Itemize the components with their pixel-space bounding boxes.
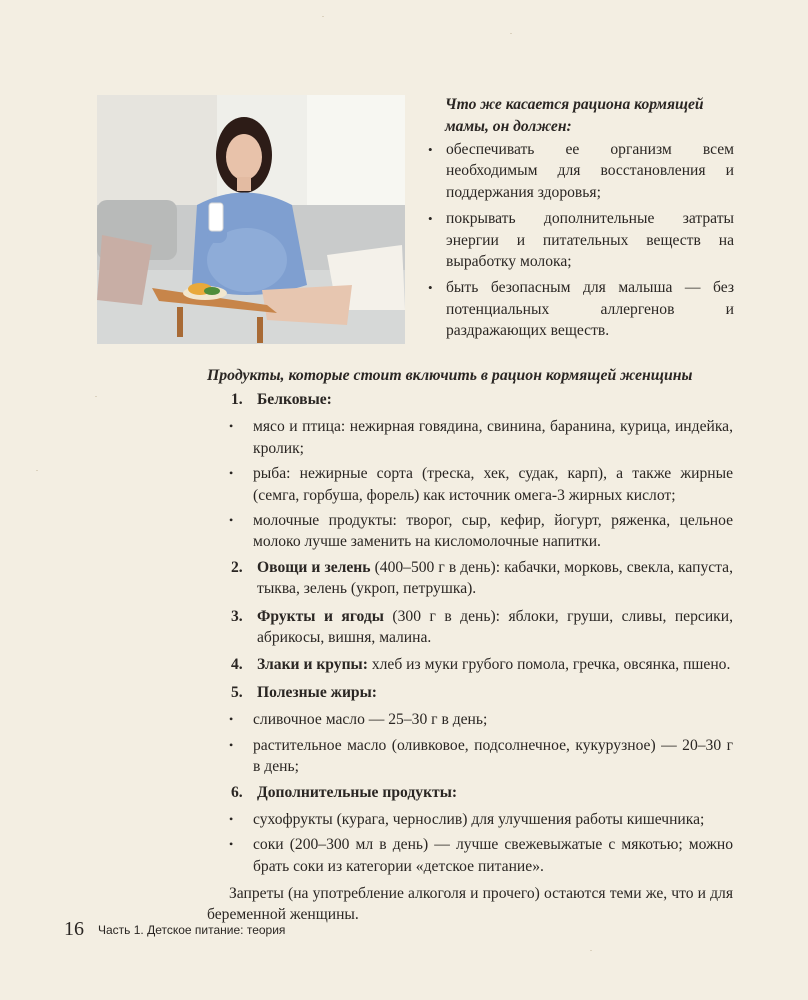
numbered-item — [229, 682, 733, 703]
bullet-icon: • — [229, 466, 234, 481]
bullet-icon: • — [229, 513, 234, 528]
paper-speck — [590, 950, 592, 951]
item-heading: Фрукты и ягоды — [257, 607, 384, 625]
section-title: Продукты, которые стоит включить в рацион кормящей женщины — [207, 367, 693, 384]
pregnant-woman-photo — [97, 95, 405, 344]
paper-speck — [36, 470, 38, 471]
list-item — [229, 463, 733, 506]
food-list — [229, 389, 733, 881]
item-number: 3. — [231, 607, 243, 625]
bullet-icon: • — [428, 280, 433, 296]
photo-illustration — [97, 95, 405, 344]
list-item — [229, 809, 733, 830]
paper-speck — [322, 16, 324, 17]
numbered-item — [229, 389, 733, 410]
running-footer-label: Часть 1. Детское питание: теория — [98, 923, 286, 937]
paper-speck — [510, 33, 512, 34]
intro-list — [426, 139, 734, 342]
list-item — [229, 735, 733, 778]
list-item — [229, 416, 733, 459]
sub-list — [229, 416, 733, 552]
item-number: 4. — [231, 656, 243, 674]
bullet-icon: • — [229, 811, 234, 826]
list-item-text: покрывать дополнительные затраты энергии и питательных веществ на выработку молока; — [446, 210, 734, 271]
list-item-text: молочные продукты: творог, сыр, кефир, йогурт, ряженка, цельное молоко лучше заменить на кисломолочные напитки. — [253, 512, 733, 551]
closing-paragraph: Запреты (на употребление алкоголя и прочего) остаются теми же, что и для беременной женщины. — [207, 884, 733, 923]
bullet-icon: • — [428, 142, 433, 157]
intro-block — [426, 94, 734, 347]
intro-heading: Что же касается рациона кормящей мамы, он должен: — [445, 96, 704, 135]
item-heading: Белковые: — [257, 391, 332, 408]
item-text: хлеб из муки грубого помола, гречка, овсянка, пшено. — [367, 656, 731, 674]
item-number: 2. — [231, 558, 243, 576]
list-item-text: соки (200–300 мл в день) — лучше свежевыжатые с мякотью; можно брать соки из категории «детское питание». — [253, 836, 733, 875]
list-item — [229, 709, 733, 730]
item-heading: Злаки и крупы: — [257, 656, 368, 674]
list-item-text: мясо и птица: нежирная говядина, свинина, баранина, курица, индейка, кролик; — [253, 418, 733, 457]
numbered-item — [229, 654, 733, 675]
item-number: 6. — [231, 783, 243, 801]
sub-list — [229, 709, 733, 777]
bullet-icon: • — [229, 737, 234, 752]
item-heading: Полезные жиры: — [257, 683, 377, 701]
item-number: 5. — [231, 683, 243, 701]
list-item-text: сухофрукты (курага, чернослив) для улучшения работы кишечника; — [253, 810, 705, 828]
item-text: (400–500 г в день): кабачки, морковь, свекла, капуста, тыква, зелень (укроп, петрушка). — [257, 558, 734, 598]
list-item — [229, 834, 733, 877]
list-item-text: сливочное масло — 25–30 г в день; — [253, 711, 488, 729]
item-heading: Дополнительные продукты: — [257, 783, 458, 801]
paper-speck — [95, 396, 97, 397]
item-heading: Овощи и зелень — [257, 558, 371, 576]
item-text: (300 г в день): яблоки, груши, сливы, персики, абрикосы, вишня, малина. — [257, 607, 733, 647]
list-item — [426, 277, 734, 341]
bullet-icon: • — [229, 419, 234, 434]
list-item-text: обеспечивать ее организм всем необходимым для восстановления и поддержания здоровья; — [446, 141, 734, 201]
numbered-item — [229, 606, 733, 649]
item-number: 1. — [231, 391, 243, 408]
bullet-icon: • — [428, 211, 433, 227]
list-item — [426, 139, 734, 203]
list-item-text: растительное масло (оливковое, подсолнечное, кукурузное) — 20–30 г в день; — [253, 736, 733, 776]
list-item-text: быть безопасным для малыша — без потенциальных аллергенов и раздражающих веществ. — [446, 279, 734, 340]
list-item — [229, 510, 733, 553]
numbered-item — [229, 557, 733, 600]
bullet-icon: • — [229, 712, 234, 727]
list-item — [426, 208, 734, 272]
bullet-icon: • — [229, 837, 234, 852]
sub-list — [229, 809, 733, 877]
numbered-item — [229, 782, 733, 803]
page-number: 16 — [64, 918, 84, 940]
list-item-text: рыба: нежирные сорта (треска, хек, судак, карп), а также жирные (семга, горбуша, форель) как источник омега-3 жирных кислот; — [253, 465, 733, 504]
